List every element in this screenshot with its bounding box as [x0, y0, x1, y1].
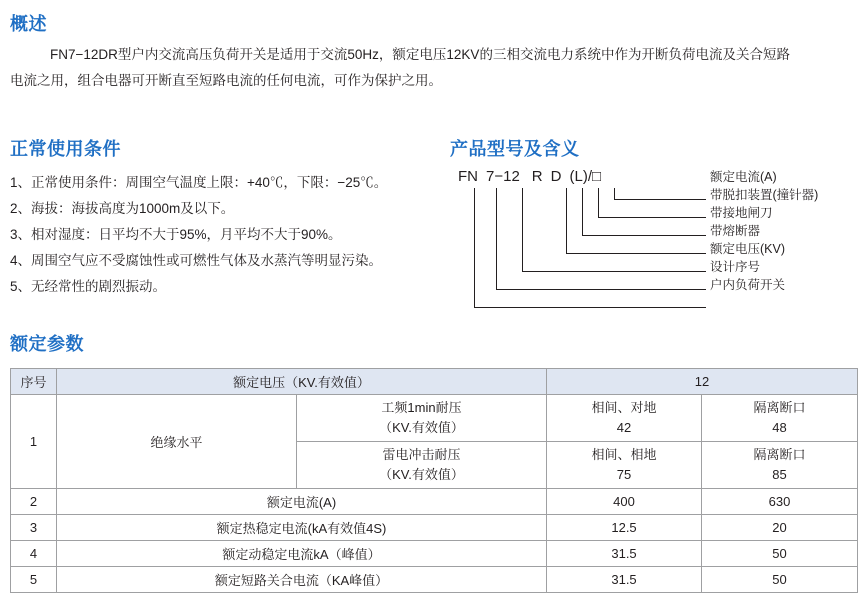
overview-line-2: 电流之用，组合电器可开断直至短路电流的任何电流，可作为保护之用。: [10, 73, 442, 88]
row-1-no: 1: [11, 395, 57, 489]
model-designation-diagram: [450, 168, 860, 338]
row-1b-sub-line1: 雷电冲击耐压: [382, 447, 461, 462]
overview-heading: 概述: [10, 14, 47, 34]
row-1b-value-2-label: 隔离断口: [753, 447, 806, 462]
row-1b-value-1-number: 75: [616, 467, 632, 482]
row-2-no: 2: [11, 489, 57, 515]
row-1a-sub-line1: 工频1min耐压: [381, 400, 462, 415]
header-item: 额定电压（KV.有效值）: [57, 369, 547, 395]
model-label-design-serial: 设计序号: [710, 260, 761, 274]
row-1a-sub: [297, 395, 547, 442]
list-item: 2、海拔：海拔高度为1000m及以下。: [10, 201, 235, 216]
model-label-rated-voltage: 额定电压(KV): [710, 242, 786, 256]
model-part-box: □: [592, 168, 602, 185]
row-2-value-1: 400: [547, 489, 702, 515]
model-label-fuse: 带熔断器: [710, 224, 761, 238]
row-4-no: 4: [11, 541, 57, 567]
model-part-r: R: [531, 168, 543, 185]
row-1a-value-2-label: 隔离断口: [753, 400, 806, 415]
leader-line-7: [474, 188, 706, 308]
row-4-value-1: 31.5: [547, 541, 702, 567]
model-part-7: 7: [486, 168, 495, 185]
model-label-column: [710, 168, 818, 294]
row-1-item: 绝缘水平: [57, 395, 297, 489]
model-part-dash: −: [494, 168, 504, 185]
model-part-l: (L): [569, 168, 588, 185]
row-3-value-1: 12.5: [547, 515, 702, 541]
model-label-trip-device: 带脱扣装置(撞针器): [710, 188, 819, 202]
row-1a-value-1-number: 42: [616, 420, 632, 435]
model-part-slash: /: [587, 168, 592, 185]
row-3-no: 3: [11, 515, 57, 541]
row-1b-sub: [297, 442, 547, 489]
list-item: 5、无经常性的剧烈振动。: [10, 279, 167, 294]
table-row: [11, 395, 858, 442]
conditions-list: [10, 170, 440, 300]
overview-paragraph: [10, 42, 856, 94]
table-row: [11, 541, 858, 567]
row-1a-value-2: [702, 395, 858, 442]
row-3-item: 额定热稳定电流(kA有效值4S): [57, 515, 547, 541]
header-no: 序号: [11, 369, 57, 395]
table-row: [11, 489, 858, 515]
row-1b-value-2: [702, 442, 858, 489]
row-5-value-1: 31.5: [547, 567, 702, 593]
row-1b-value-1: [547, 442, 702, 489]
row-2-item: 额定电流(A): [57, 489, 547, 515]
model-label-earthing-switch: 带接地闸刀: [710, 206, 773, 220]
header-value: 12: [547, 369, 858, 395]
row-1a-value-2-number: 48: [772, 420, 787, 435]
row-1a-value-1: [547, 395, 702, 442]
model-label-indoor-load-switch: 户内负荷开关: [710, 278, 786, 292]
parameters-heading: 额定参数: [10, 334, 84, 354]
row-5-no: 5: [11, 567, 57, 593]
row-1b-sub-line2: （KV.有效值）: [379, 467, 464, 482]
table-header-row: [11, 369, 858, 395]
model-part-d: D: [550, 168, 562, 185]
overview-line-1: FN7−12DR型户内交流高压负荷开关是适用于交流50Hz，额定电压12KV的三相交流电力系统中作为开断负荷电流及关合短路: [50, 47, 790, 62]
row-2-value-2: 630: [702, 489, 858, 515]
row-1b-value-1-label: 相间、相地: [591, 447, 657, 462]
row-1a-sub-line2: （KV.有效值）: [379, 420, 464, 435]
row-1b-value-2-number: 85: [772, 467, 787, 482]
model-part-12: 12: [503, 168, 520, 185]
row-3-value-2: 20: [702, 515, 858, 541]
table-row: [11, 515, 858, 541]
model-label-rated-current: 额定电流(A): [710, 170, 777, 184]
rated-parameters-table: [10, 368, 858, 593]
list-item: 3、相对湿度：日平均不大于95%，月平均不大于90%。: [10, 227, 342, 242]
list-item: 4、周围空气应不受腐蚀性或可燃性气体及水蒸汽等明显污染。: [10, 253, 383, 268]
row-4-value-2: 50: [702, 541, 858, 567]
row-4-item: 额定动稳定电流kA（峰值）: [57, 541, 547, 567]
row-5-item: 额定短路关合电流（KA峰值）: [57, 567, 547, 593]
model-part-fn: FN: [458, 168, 478, 185]
row-1a-value-1-label: 相间、对地: [591, 400, 657, 415]
list-item: 1、正常使用条件：周围空气温度上限：+40℃，下限：−25℃。: [10, 175, 388, 190]
conditions-heading: 正常使用条件: [10, 139, 121, 159]
model-heading: 产品型号及含义: [450, 139, 580, 159]
row-5-value-2: 50: [702, 567, 858, 593]
model-code: [458, 168, 601, 185]
